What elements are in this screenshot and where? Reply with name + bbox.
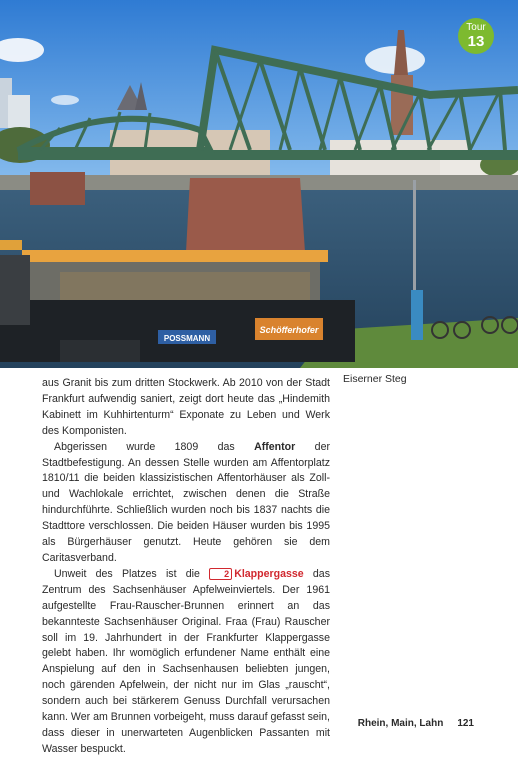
article-body — [42, 376, 330, 758]
map-marker-number: 2 — [209, 568, 232, 580]
paragraph-3-intro: Unweit des Platzes ist die — [54, 567, 210, 580]
page-number: 121 — [457, 718, 474, 729]
boat-sign-schoefferhofer: Schöfferhofer — [259, 325, 319, 335]
paragraph-3-body: das Zentrum des Sachsenhäuser Apfelweinviertels. Der 1961 aufgestellte Frau-Rauscher-Brunnen erinnert an das bekannteste Sachsenhäuser Original. Fraa (Frau) Rauscher soll im 19. Jahrhundert in der Frankfurter Klappergasse gelebt haben. Ihr womöglich erfundener Name enthält eine Anspielung auf den in Sachsenhausen beliebten jungen, noch gärenden Apfelwein, der nicht nur im Glas „rauscht“, sondern auch bei stärkerem Genuss Durchfall verursachen kann. Wer am Brunnen vorbeigeht, muss darauf gefasst sein, dass dieser in unerwarteten Augenblicken Passanten mit Wasser bespuckt. — [42, 567, 330, 755]
keyword-affentor: Affentor — [254, 440, 296, 453]
paragraph-2 — [42, 440, 330, 567]
paragraph-3 — [42, 567, 330, 758]
paragraph-2-body: der Stadtbefestigung. An dessen Stelle wurden am Affentorplatz 1810/11 die beiden klassizistischen Affentorhäuser als Zoll- und Wachlokale errichtet, zwischen denen die Straße hindurchführte. Schließlich wurden noch bis 1837 nachts die Stadttore verschlossen. Die beiden Häuser wurden bis 1995 als Bürgerhäuser genutzt. Heute gehören sie dem Caritasverband. — [42, 440, 330, 564]
bridge-illustration — [0, 0, 518, 368]
keyword-klappergasse: Klappergasse — [234, 567, 304, 580]
page-footer — [358, 718, 474, 729]
tour-badge — [458, 18, 494, 54]
boat-sign-possmann: POSSMANN — [163, 334, 211, 343]
tour-badge-label: Tour — [466, 22, 486, 33]
footer-section: Rhein, Main, Lahn — [357, 718, 444, 729]
eiserner-steg-photo — [0, 0, 518, 368]
tour-badge-number: 13 — [467, 33, 485, 50]
paragraph-2-intro: Abgerissen wurde 1809 das — [54, 440, 255, 453]
photo-caption: Eiserner Steg — [343, 373, 407, 385]
paragraph-1: aus Granit bis zum dritten Stockwerk. Ab 2010 von der Stadt Frankfurt aufwendig saniert, zeigt dort heute das „Hindemith Kabinett im Kuhhirtenturm“ Exponate zu Leben und Werk des Komponisten. — [42, 377, 330, 437]
